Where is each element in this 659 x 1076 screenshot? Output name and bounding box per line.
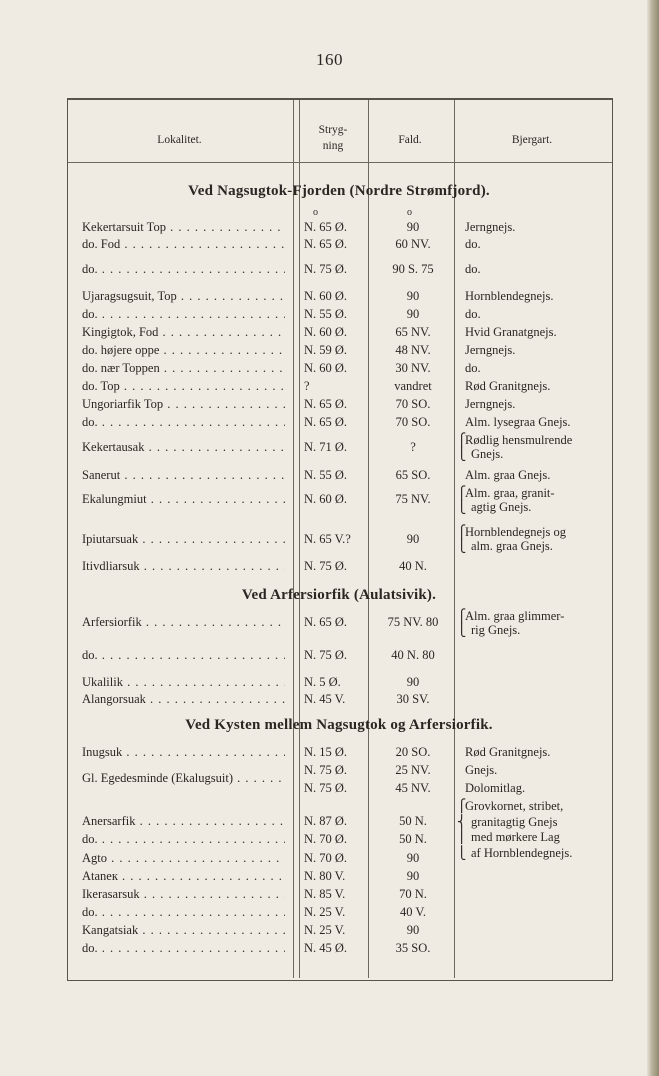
strike-cell: N. 70 Ø. <box>304 851 348 865</box>
rock-cell: Alm. lysegraa Gnejs. <box>465 415 571 429</box>
locality-cell: Anersarfik . . . <box>82 814 285 829</box>
locality-cell: Ipiutarsuak . . . <box>82 532 285 547</box>
dip-cell: 75 NV. <box>395 492 431 506</box>
locality-cell: Itivdliarsuk . . . <box>82 559 285 574</box>
rock-cell: Jerngnejs. <box>465 397 516 411</box>
strike-cell: N. 65 Ø. <box>304 220 348 234</box>
dip-cell: 50 N. <box>399 814 427 828</box>
table-row <box>0 289 659 309</box>
locality-cell: Ekalungmiut . . . <box>82 492 285 507</box>
dip-cell: 90 S. 75 <box>392 262 434 276</box>
dip-cell: 65 SO. <box>395 468 431 482</box>
dip-cell: 40 V. <box>400 905 426 919</box>
rock-cell: ⎧ ⎩ Alm. graa, granit- agtig Gnejs. <box>457 486 555 514</box>
table-row <box>0 397 659 417</box>
strike-cell: N. 75 Ø. <box>304 763 348 777</box>
page-number: 160 <box>316 50 343 69</box>
rock-cell: ⎧ ⎩ Rødlig hensmulrende Gnejs. <box>457 433 573 461</box>
locality-cell: Ungoriarfik Top . . . <box>82 397 285 412</box>
strike-cell: N. 85 V. <box>304 887 346 901</box>
table-row <box>0 433 659 461</box>
dip-cell: 90 <box>406 220 420 234</box>
strike-cell: N. 45 V. <box>304 692 346 706</box>
strike-cell: N. 55 Ø. <box>304 468 348 482</box>
dip-cell: 90 <box>406 675 420 689</box>
dip-cell: 70 SO. <box>395 397 431 411</box>
strike-cell: N. 25 V. <box>304 905 346 919</box>
table-row <box>0 237 659 257</box>
locality-cell: Kangatsiak . . . <box>82 923 285 938</box>
brace-mark: ⎧ ⎩ <box>457 609 467 637</box>
locality-cell: do. Fod . . . <box>82 237 285 252</box>
strike-cell: N. 45 Ø. <box>304 941 348 955</box>
table-row <box>0 692 659 712</box>
locality-cell: Ujaragsugsuit, Top . . . <box>82 289 285 304</box>
dip-cell: 75 NV. 80 <box>387 615 439 629</box>
strike-cell: N. 87 Ø. <box>304 814 348 828</box>
dip-cell: 30 NV. <box>395 361 431 375</box>
strike-cell: N. 65 Ø. <box>304 237 348 251</box>
strike-cell: N. 75 Ø. <box>304 559 348 573</box>
locality-cell: Agto . . . <box>82 851 285 866</box>
dip-cell: 25 NV. <box>395 763 431 777</box>
table-row <box>0 609 659 637</box>
dip-cell: 70 N. <box>399 887 427 901</box>
table-row <box>0 905 659 925</box>
strike-cell: N. 75 Ø. <box>304 648 348 662</box>
locality-cell: do. . . . <box>82 648 285 663</box>
table-row <box>0 869 659 889</box>
locality-cell: do. nær Toppen . . . <box>82 361 285 376</box>
rock-cell: Rød Granitgnejs. <box>465 379 551 393</box>
rock-cell: ⎧ ⎩ Alm. graa glimmer- rig Gnejs. <box>457 609 565 637</box>
locality-cell: do. . . . <box>82 262 285 277</box>
degree-mark: o <box>407 207 412 218</box>
locality-cell: Ukalilik . . . <box>82 675 285 690</box>
brace-mark: ⎧ ⎩ <box>457 525 467 553</box>
rock-cell: do. <box>465 237 481 251</box>
rock-cell: Hvid Granatgnejs. <box>465 325 557 339</box>
strike-cell: N. 65 Ø. <box>304 415 348 429</box>
dip-cell: 90 <box>406 289 420 303</box>
dip-cell: 65 NV. <box>395 325 431 339</box>
dip-cell: 20 SO. <box>395 745 431 759</box>
strike-cell: N. 60 Ø. <box>304 492 348 506</box>
strike-cell: N. 55 Ø. <box>304 307 348 321</box>
rock-cell: do. <box>465 307 481 321</box>
table-row <box>0 923 659 943</box>
rock-cell: do. <box>465 262 481 276</box>
dip-cell: ? <box>410 440 416 454</box>
locality-cell: do. Top . . . <box>82 379 285 394</box>
dip-cell: 30 SV. <box>396 692 430 706</box>
rock-cell: Hornblendegnejs. <box>465 289 554 303</box>
table-row <box>0 648 659 668</box>
strike-cell: N. 65 Ø. <box>304 615 348 629</box>
table-row <box>0 745 659 765</box>
dip-cell: 35 SO. <box>395 941 431 955</box>
section-title: Ved Arfersiorfik (Aulatsivik). <box>241 587 437 603</box>
strike-cell: N. 65 Ø. <box>304 397 348 411</box>
table-row <box>0 325 659 345</box>
table-row <box>0 525 659 553</box>
section-title: Ved Kysten mellem Nagsugtok og Arfersiorfik. <box>185 717 493 733</box>
strike-cell: N. 75 Ø. <box>304 262 348 276</box>
strike-cell: N. 15 Ø. <box>304 745 348 759</box>
rock-cell: Jerngnejs. <box>465 220 516 234</box>
locality-cell: Ikerasarsuk . . . <box>82 887 285 902</box>
locality-cell: do. højere oppe . . . <box>82 343 285 358</box>
strike-cell: N. 70 Ø. <box>304 832 348 846</box>
rock-cell: Rød Granitgnejs. <box>465 745 551 759</box>
brace-mark: ⎧ ⎩ <box>457 486 467 514</box>
header-strike: Stryg- ning <box>318 124 348 152</box>
locality-cell: Arfersiorfik . . . <box>82 615 285 630</box>
dip-cell: 90 <box>406 869 420 883</box>
strike-cell: N. 60 Ø. <box>304 325 348 339</box>
table-row <box>0 361 659 381</box>
dip-cell: 40 N. <box>399 559 427 573</box>
locality-cell: do. . . . <box>82 415 285 430</box>
strike-cell: N. 59 Ø. <box>304 343 348 357</box>
dip-cell: 60 NV. <box>395 237 431 251</box>
locality-cell: Sanerut . . . <box>82 468 285 483</box>
locality-cell: Gl. Egedesminde (Ekalugsuit) . . . <box>82 771 285 786</box>
strike-cell: N. 60 Ø. <box>304 361 348 375</box>
degree-mark: o <box>313 207 318 218</box>
table-row <box>0 781 659 801</box>
dip-cell: 50 N. <box>399 832 427 846</box>
strike-cell: N. 80 V. <box>304 869 346 883</box>
table-row <box>0 486 659 514</box>
table-row <box>0 941 659 961</box>
dip-cell: 90 <box>406 307 420 321</box>
table-row <box>0 343 659 363</box>
table-row <box>0 887 659 907</box>
dip-cell: 90 <box>406 923 420 937</box>
locality-cell: Ataneк . . . <box>82 869 285 884</box>
locality-cell: Kingigtok, Fod . . . <box>82 325 285 340</box>
dip-cell: 90 <box>406 532 420 546</box>
rock-cell: Jerngnejs. <box>465 343 516 357</box>
table-row <box>0 559 659 579</box>
strike-cell: N. 25 V. <box>304 923 346 937</box>
locality-cell: do. . . . <box>82 905 285 920</box>
table-row <box>0 415 659 435</box>
header-dip: Fald. <box>398 134 422 146</box>
strike-cell: N. 71 Ø. <box>304 440 348 454</box>
rock-cell: do. <box>465 361 481 375</box>
brace-mark: ⎧ ⎩ <box>457 433 467 461</box>
dip-cell: 48 NV. <box>395 343 431 357</box>
table-row <box>0 379 659 399</box>
table-row <box>0 262 659 282</box>
header-rock: Bjergart. <box>511 134 553 146</box>
locality-cell: Kekertarsuit Top . . . <box>82 220 285 235</box>
strike-cell: N. 60 Ø. <box>304 289 348 303</box>
dip-cell: 45 NV. <box>395 781 431 795</box>
rock-cell: Gnejs. <box>465 763 498 777</box>
strike-cell: ? <box>304 379 310 393</box>
locality-cell: Kekertausak . . . <box>82 440 285 455</box>
rock-note: ⎧ ⎨ ⎪ ⎩ Grovkornet, stribet, granitagtig Gnejs med mørkere Lag af Hornblendegnejs. <box>457 799 573 860</box>
locality-cell: do. . . . <box>82 307 285 322</box>
rock-cell: ⎧ ⎩ Hornblendegnejs og alm. graa Gnejs. <box>457 525 567 553</box>
locality-cell: Alangorsuak . . . <box>82 692 285 707</box>
rock-cell: Dolomitlag. <box>465 781 526 795</box>
dip-cell: vandret <box>394 379 432 393</box>
locality-cell: do. . . . <box>82 941 285 956</box>
locality-cell: Inugsuk . . . <box>82 745 285 760</box>
locality-cell: do. . . . <box>82 832 285 847</box>
rock-cell: Alm. graa Gnejs. <box>465 468 551 482</box>
section-title: Ved Nagsugtok-Fjorden (Nordre Strømfjord). <box>188 183 490 199</box>
strike-cell: N. 65 V.? <box>304 532 351 546</box>
table-row <box>0 468 659 488</box>
table-row <box>0 307 659 327</box>
dip-cell: 70 SO. <box>395 415 431 429</box>
strike-cell: N. 75 Ø. <box>304 781 348 795</box>
dip-cell: 90 <box>406 851 420 865</box>
header-locality: Lokalitet. <box>157 134 202 146</box>
table-row <box>0 763 659 783</box>
brace-mark: ⎧ ⎨ ⎪ ⎩ <box>457 799 467 860</box>
strike-cell: N. 5 Ø. <box>304 675 341 689</box>
dip-cell: 40 N. 80 <box>391 648 435 662</box>
